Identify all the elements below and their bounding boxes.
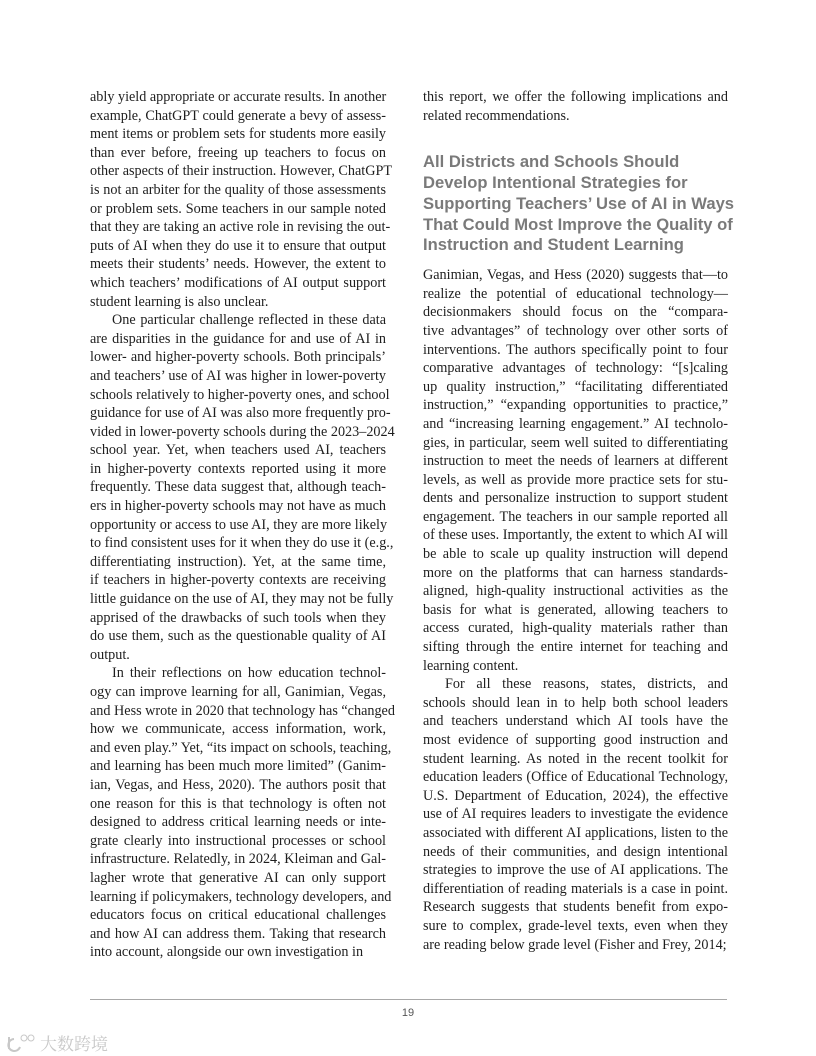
text-line: learning content. <box>423 657 519 674</box>
text-line: Ganimian, Vegas, and Hess (2020) suggests that—to <box>423 267 728 284</box>
text-line: up quality instruction,” “facilitating differentiated <box>423 378 728 395</box>
text-line: or problem sets. Some teachers in our sample noted <box>90 200 386 217</box>
text-line: apprised of the drawbacks of such tools when they <box>90 609 386 626</box>
text-line: associated with different AI applications, listen to the <box>423 824 728 841</box>
text-line: of these uses. Importantly, the extent to which AI will <box>423 527 728 544</box>
text-line: are disparities in the guidance for and use of AI in <box>90 330 386 347</box>
text-line: school year. Yet, when teachers used AI, teachers <box>90 442 386 459</box>
text-line: infrastructure. Relatedly, in 2024, Kleiman and Gal- <box>90 851 386 868</box>
text-line: meets their students’ needs. However, the extent to <box>90 256 386 273</box>
text-line: sifting through the entire internet for teaching and <box>423 639 728 656</box>
text-line: related recommendations. <box>423 107 570 124</box>
text-line: if teachers in higher-poverty contexts are receiving <box>90 572 386 589</box>
text-line: One particular challenge reflected in these data <box>112 312 386 329</box>
paragraph <box>90 88 393 311</box>
text-line: ably yield appropriate or accurate results. In another <box>90 89 387 105</box>
text-line: and how AI can address them. Taking that research <box>90 925 386 942</box>
text-line: In their reflections on how education technol- <box>112 665 386 682</box>
text-line: education leaders (Office of Educational Technology, <box>423 769 728 786</box>
text-line: learning if policymakers, technology developers, and <box>90 888 392 905</box>
text-line: needs of their communities, and design intentional <box>423 843 728 860</box>
text-line: be able to scale up quality instruction will depend <box>423 546 728 563</box>
text-line: gies, in particular, seem well suited to differentiating <box>423 434 728 451</box>
heading-line: Instruction and Student Learning <box>423 235 684 255</box>
text-line: example, ChatGPT could generate a bevy of assess- <box>90 107 386 124</box>
text-line: this report, we offer the following implications and <box>423 89 728 105</box>
text-line: differentiation of reading materials is a case in point. <box>423 880 728 897</box>
paragraph <box>423 88 728 125</box>
text-line: ian, Vegas, and Hess, 2020). The authors posit that <box>90 776 386 793</box>
paragraph <box>423 266 728 675</box>
text-line: sure to complex, grade-level texts, even when they <box>423 917 728 934</box>
text-line: decisionmakers should focus on the “compara- <box>423 304 728 321</box>
text-line: in higher-poverty contexts reported using it more <box>90 460 386 477</box>
text-line: interventions. The authors specifically point to four <box>423 341 728 358</box>
text-line: most evidence of supporting good instruction and <box>423 732 728 749</box>
text-line: student learning is also unclear. <box>90 293 269 310</box>
text-line: more on the platforms that can harness standards- <box>423 564 728 581</box>
text-line: than ever before, freeing up teachers to focus on <box>90 144 386 161</box>
text-line: and teachers’ use of AI was higher in lower-poverty <box>90 367 386 384</box>
text-line: designed to address critical learning needs or inte- <box>90 814 386 831</box>
text-line: guidance for use of AI was also more frequently pro- <box>90 405 391 422</box>
paragraph <box>423 675 728 954</box>
section-heading <box>423 152 735 256</box>
text-line: do use them, such as the questionable quality of AI <box>90 628 386 645</box>
text-line: are reading below grade level (Fisher and Frey, 2014; <box>423 936 727 953</box>
text-line: output. <box>90 646 130 663</box>
text-line: access curated, high-quality materials rather than <box>423 620 728 637</box>
text-line: For all these reasons, states, districts, and <box>445 676 728 693</box>
heading-line: Supporting Teachers’ Use of AI in Ways <box>423 193 735 213</box>
text-line: and learning has been much more limited” (Ganim- <box>90 758 386 775</box>
text-line: to find consistent uses for it when they do use it (e.g., <box>90 535 394 552</box>
text-line: engagement. The teachers in our sample reported all <box>423 508 728 525</box>
text-line: opportunity or access to use AI, they are more likely <box>90 516 388 533</box>
text-line: strategies to improve the use of AI applications. The <box>423 862 728 879</box>
text-line: how we communicate, access information, work, <box>90 721 386 738</box>
heading-line: All Districts and Schools Should <box>423 152 680 172</box>
text-line: and teachers understand which AI tools have the <box>423 713 728 730</box>
footer-divider <box>90 999 727 1000</box>
text-line: Research suggests that students benefit from expo- <box>423 899 728 916</box>
text-line: lower- and higher-poverty schools. Both principals’ <box>90 349 386 366</box>
text-line: ment items or problem sets for students more easily <box>90 126 386 143</box>
text-line: comparative advantages of technology: “[s]caling <box>423 360 728 377</box>
heading-line: That Could Most Improve the Quality of <box>423 214 733 234</box>
text-line: is not an arbiter for the quality of those assessments <box>90 181 386 198</box>
text-line: into account, alongside our own investigation in <box>90 944 364 961</box>
text-line: schools should lean in to help both school leaders <box>423 694 728 711</box>
text-line: grate clearly into instructional processes or school <box>90 832 386 849</box>
text-line: ogy can improve learning for all, Ganimian, Vegas, <box>90 684 386 700</box>
text-line: and Hess wrote in 2020 that technology has “changed <box>90 702 395 719</box>
text-line: that they are taking an active role in revising the out- <box>90 219 391 236</box>
text-line: ers in higher-poverty schools may not have as much <box>90 498 386 515</box>
text-line: differentiating instruction). Yet, at the same time, <box>90 553 386 570</box>
text-line: and “increasing learning engagement.” AI technolo- <box>423 415 728 432</box>
text-line: educators focus on critical educational challenges <box>90 907 386 924</box>
text-line: and even play.” Yet, “its impact on schools, teaching, <box>90 739 392 756</box>
text-line: puts of AI when they do use it to ensure that output <box>90 237 386 254</box>
text-line: lagher wrote that generative AI can only support <box>90 869 386 886</box>
watermark-text: 大数跨境 <box>40 1035 108 1055</box>
text-line: instruction to meet the needs of learners at different <box>423 453 728 470</box>
text-line: student learning. As noted in the recent toolkit for <box>423 750 728 767</box>
watermark <box>6 1030 108 1055</box>
text-line: dents and personalize instruction to support student <box>423 490 728 507</box>
paragraph <box>90 664 395 962</box>
heading-line: Develop Intentional Strategies for <box>423 172 688 192</box>
right-column <box>423 88 735 954</box>
left-column <box>90 88 395 962</box>
text-line: other aspects of their instruction. However, ChatGPT <box>90 163 393 180</box>
text-line: instruction,” “expanding opportunities to practice,” <box>423 397 728 414</box>
watermark-logo-icon <box>6 1033 36 1053</box>
text-line: U.S. Department of Education, 2024), the effective <box>423 787 728 804</box>
page-number: 19 <box>401 1007 415 1019</box>
text-line: one reason for this is that technology is often not <box>90 795 386 812</box>
text-line: frequently. These data suggest that, although teach- <box>90 479 386 496</box>
text-line: use of AI requires leaders to investigate the evidence <box>423 806 728 823</box>
text-line: tive advantages” of technology over other sorts of <box>423 322 728 339</box>
text-line: basis for what is generated, allowing teachers to <box>423 601 728 618</box>
text-line: aligned, high-quality instructional activities as the <box>423 583 728 600</box>
text-line: realize the potential of educational technology— <box>423 285 728 302</box>
paragraph <box>90 311 395 664</box>
text-line: vided in lower-poverty schools during the 2023–2024 <box>90 423 395 440</box>
text-line: little guidance on the use of AI, they may not be fully <box>90 591 394 608</box>
text-line: levels, as well as provide more practice sets for stu- <box>423 471 728 488</box>
text-line: schools relatively to higher-poverty ones, and school <box>90 386 390 403</box>
text-line: which teachers’ modifications of AI output support <box>90 274 386 291</box>
